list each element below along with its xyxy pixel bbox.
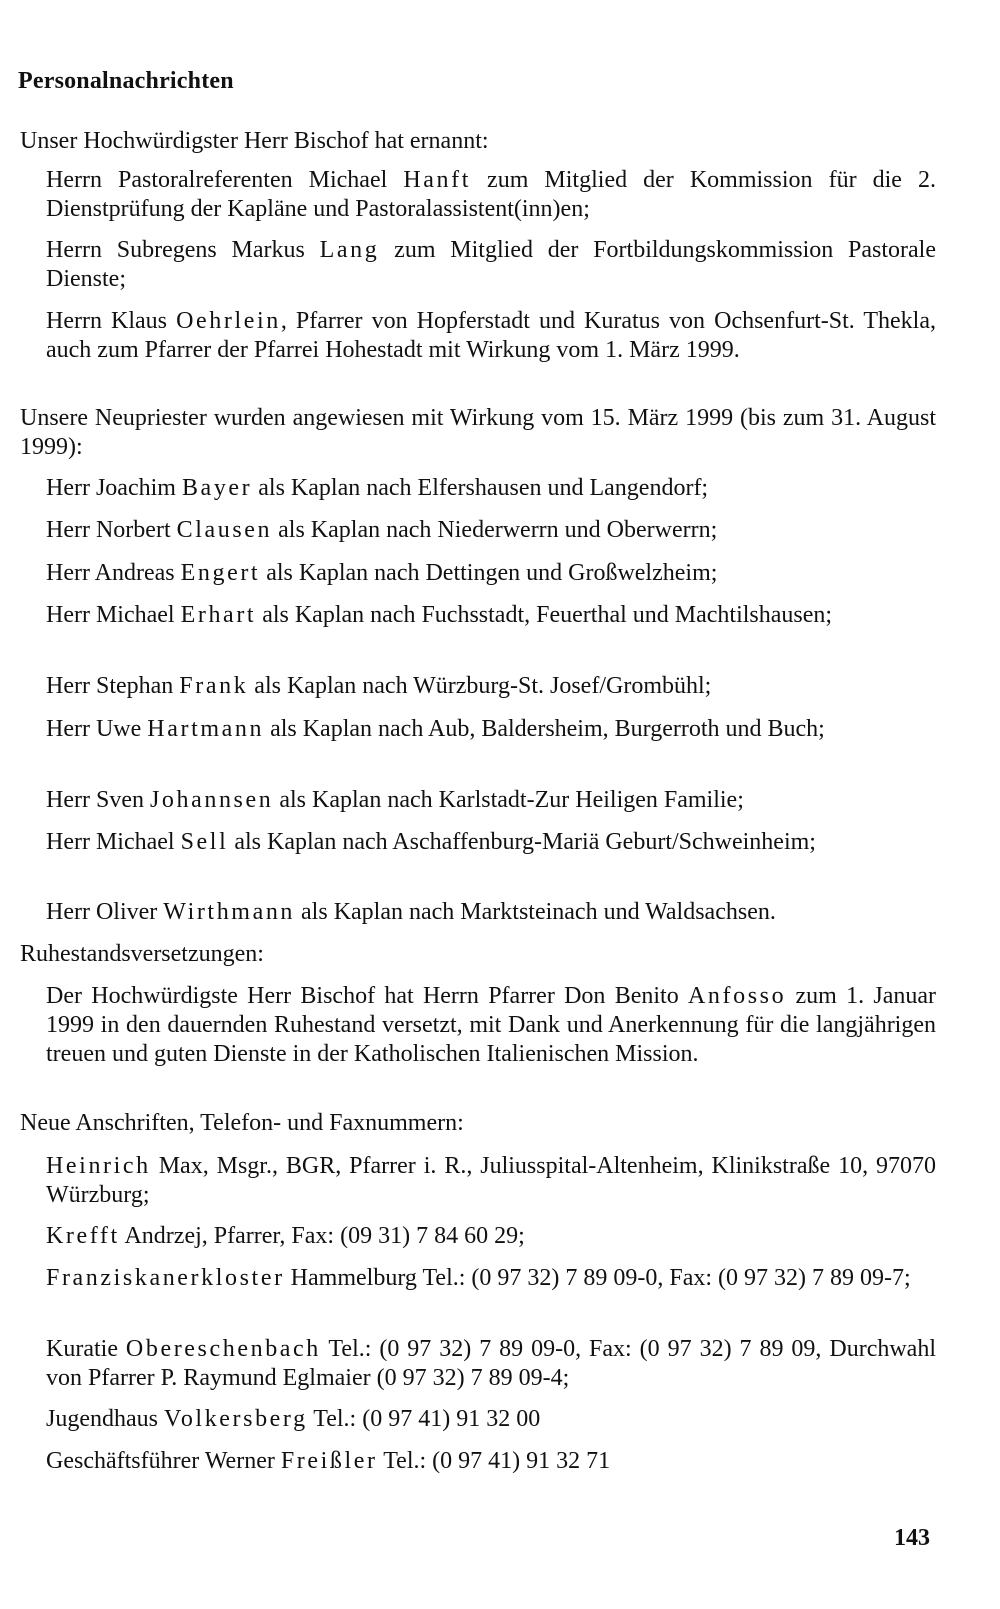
entry-text: Herr Joachim xyxy=(46,475,182,501)
page-title: Personalnachrichten xyxy=(18,68,234,94)
entry-text: als Kaplan nach Karlstadt-Zur Heiligen Familie; xyxy=(273,787,744,813)
entry-new-priest xyxy=(46,786,936,815)
entry-text: zum Mitglied der Fortbildungskommission Pastorale Dienste; xyxy=(46,237,937,292)
entry-text: Der Hochwürdigste Herr Bischof hat Herrn Pfarrer Don Benito xyxy=(46,983,688,1009)
entry-text: Kuratie xyxy=(46,1336,126,1362)
person-name: Oehrlein xyxy=(176,308,281,334)
entry-text: Herr Uwe xyxy=(46,716,148,742)
person-name: Frank xyxy=(179,673,249,699)
entry-new-priest xyxy=(46,828,936,857)
entry-text: Tel.: (0 97 41) 91 32 71 xyxy=(377,1448,611,1474)
entry-text: Tel.: (0 97 41) 91 32 00 xyxy=(307,1406,541,1432)
entry-text: Geschäftsführer Werner xyxy=(46,1448,281,1474)
entry-address xyxy=(46,1222,936,1251)
person-name: Engert xyxy=(180,560,261,586)
entry-address xyxy=(46,1405,936,1434)
entry-text: zum 1. Januar 1999 in den dauernden Ruhestand versetzt, mit Dank und Anerkennung für die langjährigen treuen und guten Dienste in der Katholischen Italienischen Mission. xyxy=(46,983,936,1067)
entry-text: Herr Michael xyxy=(46,829,181,855)
section-intro-appointments: Unser Hochwürdigster Herr Bischof hat ernannt: xyxy=(20,128,489,154)
entry-text: als Kaplan nach Dettingen und Großwelzheim; xyxy=(260,560,718,586)
entry-appointment xyxy=(46,166,936,224)
person-name: Hanft xyxy=(403,167,471,193)
person-name: Johannsen xyxy=(149,787,274,813)
entry-text: , Pfarrer von Hopferstadt und Kuratus von Ochsenfurt-St. Thekla, auch zum Pfarrer der Pfarrei Hohestadt mit Wirkung vom 1. März 1999. xyxy=(46,308,936,363)
section-intro-new-priests: Unsere Neupriester wurden angewiesen mit Wirkung vom 15. März 1999 (bis zum 31. August 1999): xyxy=(20,405,936,460)
entry-text: als Kaplan nach Aschaffenburg-Mariä Geburt/Schweinheim; xyxy=(228,829,816,855)
entry-address xyxy=(46,1152,936,1210)
person-name: Freißler xyxy=(280,1448,378,1474)
entry-address xyxy=(46,1335,936,1393)
entry-text: Herrn Klaus xyxy=(46,308,177,334)
entry-text: Herr Michael xyxy=(46,602,181,628)
person-name: Clausen xyxy=(176,517,273,543)
section-intro-retirements: Ruhestandsversetzungen: xyxy=(20,941,264,967)
entry-text: Herr Stephan xyxy=(46,673,180,699)
person-name: Erhart xyxy=(180,602,257,628)
page-number: 143 xyxy=(894,1525,930,1551)
entry-text: Herr Sven xyxy=(46,787,150,813)
entry-text: zum Mitglied der Kommission für die 2. Dienstprüfung der Kapläne und Pastoralassistent(inn)en; xyxy=(46,167,936,222)
entry-text: als Kaplan nach Elfershausen und Langendorf; xyxy=(252,475,709,501)
entry-text: Herr Oliver xyxy=(46,899,164,925)
entry-new-priest xyxy=(46,474,936,503)
entry-appointment xyxy=(46,236,936,294)
entry-new-priest xyxy=(46,559,936,588)
person-name: Hartmann xyxy=(147,716,265,742)
entry-text: als Kaplan nach Niederwerrn und Oberwerrn; xyxy=(272,517,718,543)
entry-address xyxy=(46,1264,936,1293)
institution-name: Obereschenbach xyxy=(125,1336,321,1362)
entry-text: Herr Norbert xyxy=(46,517,177,543)
institution-name: Franziskanerkloster xyxy=(46,1265,285,1291)
section-intro-addresses: Neue Anschriften, Telefon- und Faxnummern: xyxy=(20,1110,464,1136)
entry-text: Andrzej, Pfarrer, Fax: (09 31) 7 84 60 29; xyxy=(119,1223,525,1249)
person-name: Anfosso xyxy=(687,983,787,1009)
entry-text: Hammelburg Tel.: (0 97 32) 7 89 09-0, Fax: (0 97 32) 7 89 09-7; xyxy=(284,1265,911,1291)
entry-retirement xyxy=(46,982,936,1069)
entry-text: Herr Andreas xyxy=(46,560,181,586)
entry-new-priest xyxy=(46,516,936,545)
entry-new-priest xyxy=(46,715,936,744)
entry-text: Tel.: (0 97 32) 7 89 09-0, Fax: (0 97 32) 7 89 09, Durchwahl von Pfarrer P. Raymund Eglmaier (0 97 32) 7 89 09-4; xyxy=(46,1336,936,1391)
entry-appointment xyxy=(46,307,936,365)
entry-text: als Kaplan nach Fuchsstadt, Feuerthal und Machtilshausen; xyxy=(256,602,833,628)
person-name: Bayer xyxy=(181,475,253,501)
entry-text: Max, Msgr., BGR, Pfarrer i. R., Juliusspital-Altenheim, Klinikstraße 10, 97070 Würzburg; xyxy=(46,1153,936,1208)
person-name: Krefft xyxy=(46,1223,120,1249)
entry-text: Herrn Pastoralreferenten Michael xyxy=(46,167,404,193)
institution-name: Volkersberg xyxy=(163,1406,308,1432)
entry-new-priest xyxy=(46,898,936,927)
entry-new-priest xyxy=(46,672,936,701)
entry-text: als Kaplan nach Aub, Baldersheim, Burgerroth und Buch; xyxy=(264,716,825,742)
person-name: Lang xyxy=(319,237,380,263)
person-name: Heinrich xyxy=(46,1153,151,1179)
entry-text: als Kaplan nach Würzburg-St. Josef/Grombühl; xyxy=(248,673,712,699)
person-name: Sell xyxy=(180,829,229,855)
entry-new-priest xyxy=(46,601,936,630)
person-name: Wirthmann xyxy=(163,899,296,925)
entry-address xyxy=(46,1447,936,1476)
entry-text: als Kaplan nach Marktsteinach und Waldsachsen. xyxy=(295,899,776,925)
entry-text: Herrn Subregens Markus xyxy=(46,237,320,263)
entry-text: Jugendhaus xyxy=(46,1406,164,1432)
